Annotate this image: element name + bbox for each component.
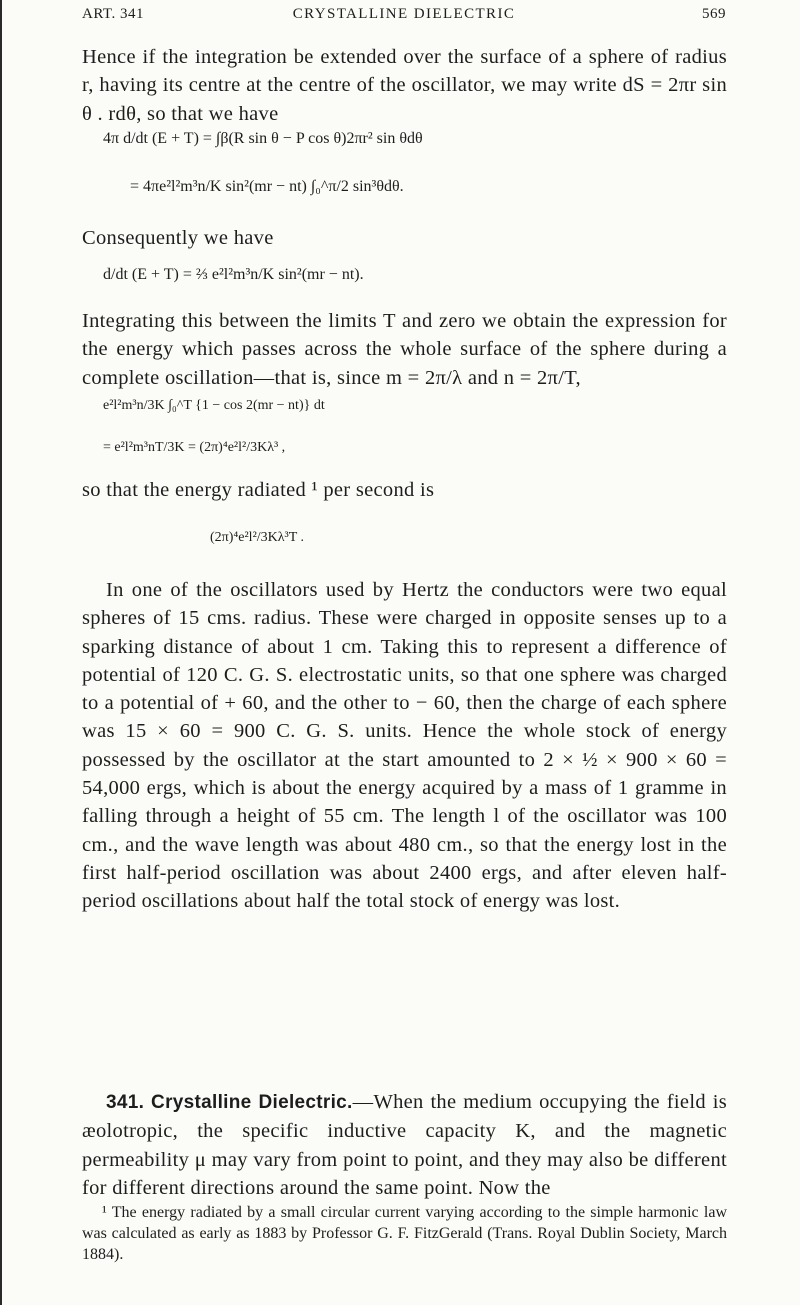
equation-2: = 4πe²l²m³n/K sin²(mr − nt) ∫₀^π/2 sin³θdθ. — [130, 178, 404, 195]
paragraph-5: In one of the oscillators used by Hertz the conductors were two equal spheres of 15 cms. radius. These were charged in opposite senses up to a sparking distance of about 1 cm. Taking this to represent a difference of potential of 120 C. G. S. electrostatic units, so that one sphere was charged to a potential of + 60, and the other to − 60, then the charge of each sphere was 15 × 60 = 900 C. G. S. units. Hence the whole stock of energy possessed by the oscillator at the start amounted to 2 × ½ × 900 × 60 = 54,000 ergs, which is about the energy acquired by a mass of 1 gramme in falling through a height of 55 cm. The length l of the oscillator was 100 cm., and the wave length was about 480 cm., so that the energy lost in the first half-period oscillation was about 2400 ergs, and after eleven half-period oscillations about half the total stock of energy was lost. — [82, 579, 727, 913]
equation-5: = e²l²m³nT/3K = (2π)⁴e²l²/3Kλ³ , — [103, 440, 286, 455]
paragraph-6: —When the medium occupying the field is æolotropic, the specific inductive capacity K, and the magnetic permeability μ may vary from point to point, and they may also be different for different directions around the same point. Now the — [82, 1091, 728, 1199]
section-title: Crystalline Dielectric. — [151, 1092, 353, 1113]
page-number: 569 — [702, 6, 726, 22]
equation-4: e²l²m³n/3K ∫₀^T {1 − cos 2(mr − nt)} dt — [103, 398, 325, 413]
page-edge — [0, 0, 2, 1305]
article-number: ART. 341 — [82, 6, 144, 22]
equation-1: 4π d/dt (E + T) = ∫β(R sin θ − P cos θ)2πr² sin θdθ — [103, 130, 423, 147]
paragraph-3: Integrating this between the limits T and zero we obtain the expression for the energy which passes across the whole surface of the sphere during a complete oscillation—that is, since m = 2π/λ and n = 2π/T, — [82, 310, 727, 389]
equation-3: d/dt (E + T) = ⅔ e²l²m³n/K sin²(mr − nt). — [103, 266, 364, 283]
equation-6: (2π)⁴e²l²/3Kλ³T . — [210, 530, 305, 545]
running-title: CRYSTALLINE DIELECTRIC — [292, 6, 516, 22]
section-number: 341. — [106, 1092, 145, 1113]
running-header — [82, 6, 726, 30]
section-341 — [82, 1088, 727, 1202]
footnote: ¹ The energy radiated by a small circular current varying according to the simple harmonic law was calculated as early as 1883 by Professor G. F. FitzGerald (Trans. Royal Dublin Society, March 1884). — [82, 1204, 727, 1263]
paragraph-1: Hence if the integration be extended over the surface of a sphere of radius r, having its centre at the centre of the oscillator, we may write dS = 2πr sin θ . rdθ, so that we have — [82, 46, 727, 125]
paragraph-2: Consequently we have — [82, 227, 274, 249]
paragraph-4: so that the energy radiated ¹ per second is — [82, 479, 435, 501]
